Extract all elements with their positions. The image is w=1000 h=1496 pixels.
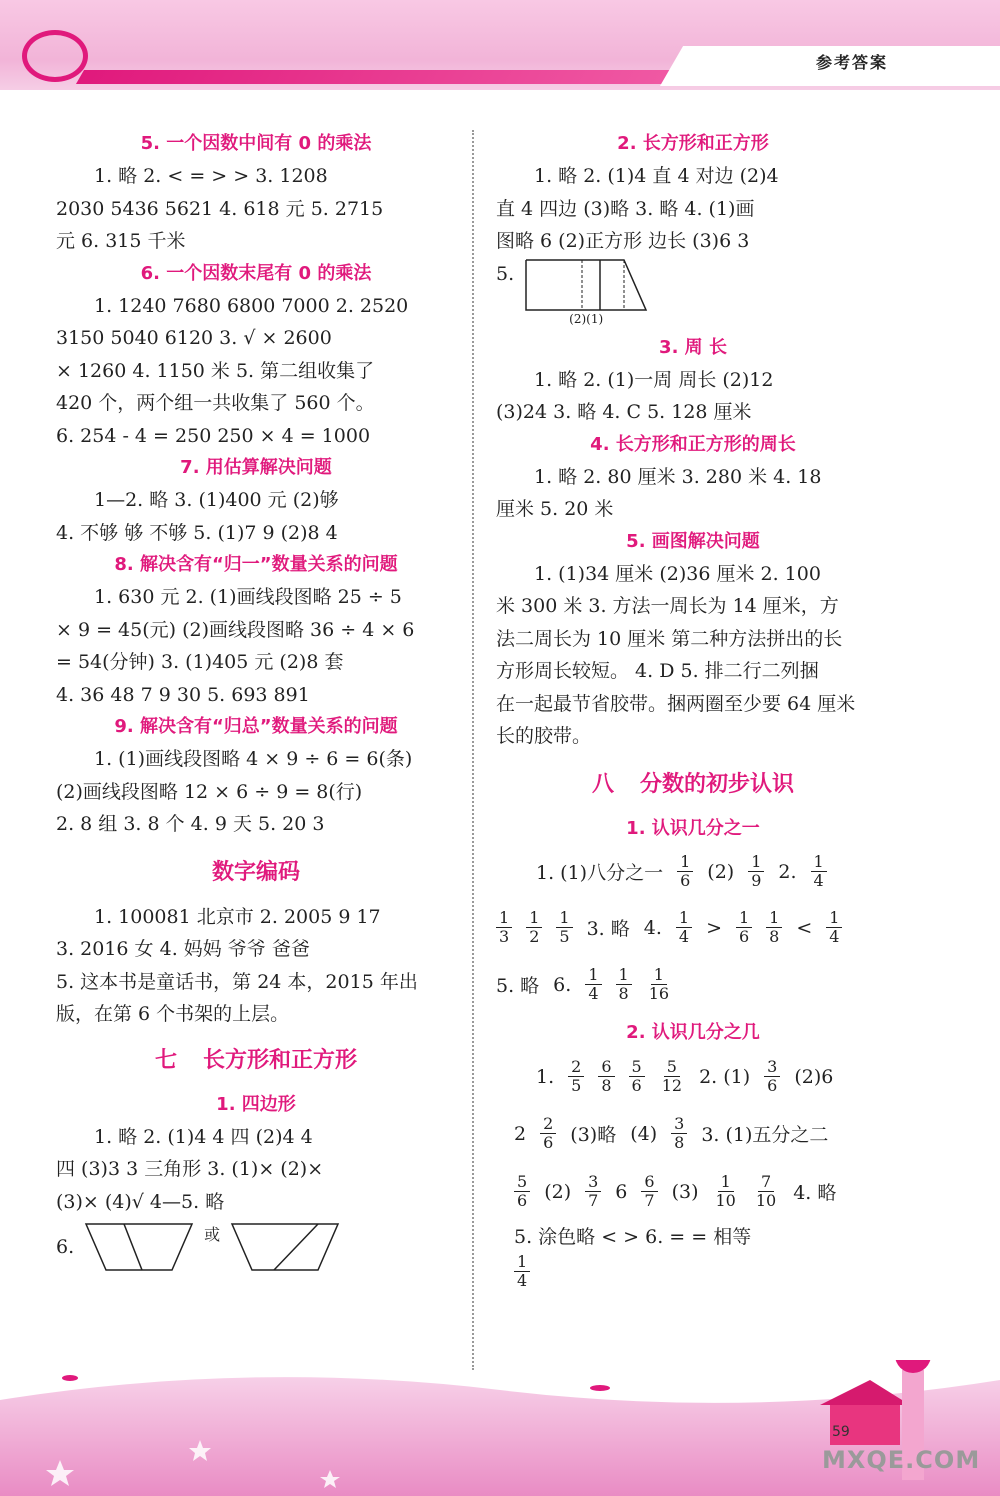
answer-text: 4.	[643, 916, 662, 939]
answer-line: 5. 涂色略 < > 6. = = 相等	[514, 1225, 752, 1248]
answer-line: 6. 254 - 4 = 250 250 × 4 = 1000	[56, 424, 371, 447]
lesson-title: 7. 用估算解决问题	[180, 457, 332, 478]
watermark-text: MXQE.COM	[822, 1446, 981, 1474]
fraction: $\frac{7}{10}$	[755, 1172, 777, 1210]
answer-line: 420 个，两个组一共收集了 560 个。	[56, 392, 375, 414]
answer-row	[496, 899, 890, 957]
fraction: $\frac{5}{6}$	[629, 1058, 645, 1095]
fraction: $\frac{1}{6}$	[677, 853, 693, 890]
answer-line: 1. (1)34 厘米 (2)36 厘米 2. 100	[534, 562, 821, 585]
fraction: $\frac{1}{5}$	[556, 909, 572, 946]
fraction: $\frac{3}{7}$	[585, 1173, 601, 1210]
answer-line: 1. 630 元 2. (1)画线段图略 25 ÷ 5	[94, 586, 402, 608]
answer-text: 2. (1)	[699, 1065, 751, 1088]
answer-text: (3)	[671, 1180, 699, 1203]
fraction: $\frac{1}{6}$	[736, 909, 752, 946]
answer-line: 1. 1240 7680 6800 7000 2. 2520	[94, 294, 409, 317]
answer-line: 四 (3)3 3 三角形 3. (1)× (2)×	[56, 1158, 324, 1180]
fraction: $\frac{1}{4}$	[676, 909, 692, 946]
answer-line: 3150 5040 6120 3. √ × 2600	[56, 327, 332, 349]
lesson-title: 6. 一个因数末尾有 0 的乘法	[140, 262, 372, 284]
lesson-title: 4. 长方形和正方形的周长	[590, 433, 796, 455]
lesson-title: 2. 长方形和正方形	[617, 133, 769, 154]
lesson-title: 5. 一个因数中间有 0 的乘法	[140, 133, 372, 154]
answer-text: 5. 略	[496, 975, 540, 997]
lesson-title: 3. 周 长	[659, 336, 727, 358]
rectangle-trapezoid-drawing	[524, 258, 648, 312]
answer-line: 5. 这本书是童话书，第 24 本，2015 年出	[56, 970, 418, 993]
fraction: $\frac{1}{4}$	[585, 966, 601, 1003]
answer-row	[496, 957, 890, 1013]
answer-line: 3. 2016 女 4. 妈妈 爷爷 爸爸	[56, 938, 310, 960]
answer-text: (4)	[630, 1122, 658, 1145]
comparison-sign: <	[796, 916, 813, 939]
answer-row	[496, 1163, 890, 1221]
header-bar-decoration	[76, 70, 684, 84]
answer-line: 1. (1)画线段图略 4 × 9 ÷ 6 = 6(条)	[94, 748, 413, 770]
answer-text: 6.	[553, 973, 572, 996]
answer-text: 3. (1)五分之二	[701, 1124, 829, 1146]
answer-line: 2030 5436 5621 4. 618 元 5. 2715	[56, 197, 384, 220]
rect-figure	[496, 258, 890, 326]
answer-line: 1. 100081 北京市 2. 2005 9 17	[94, 905, 381, 928]
fraction: $\frac{1}{10}$	[715, 1172, 736, 1210]
answer-line: = 54(分钟) 3. (1)405 元 (2)8 套	[56, 651, 344, 673]
answer-line: 1. 略 2. (1)4 直 4 对边 (2)4	[534, 165, 779, 187]
answer-line: 4. 36 48 7 9 30 5. 693 891	[56, 683, 310, 706]
unit-title	[496, 765, 890, 805]
answer-row	[496, 845, 890, 899]
fraction: $\frac{1}{9}$	[748, 853, 764, 890]
answer-line: (3)× (4)√ 4—5. 略	[56, 1190, 225, 1213]
trapezoid-split-drawing-alt	[230, 1222, 340, 1272]
answer-line: (2)画线段图略 12 × 6 ÷ 9 = 8(行)	[56, 780, 363, 803]
figure-caption: (2)(1)	[569, 311, 604, 326]
answer-line: (3)24 3. 略 4. C 5. 128 厘米	[496, 401, 752, 423]
answer-line: 版，在第 6 个书架的上层。	[56, 1003, 290, 1025]
lesson-title: 5. 画图解决问题	[626, 530, 760, 552]
fraction: $\frac{5}{12}$	[661, 1057, 683, 1095]
answer-text: 3. 略	[586, 918, 630, 940]
answer-line: 1. 略 2. < = > > 3. 1208	[94, 165, 328, 187]
unit-number: 八	[591, 771, 614, 797]
answer-row	[496, 1049, 890, 1105]
answer-line: 4. 不够 够 不够 5. (1)7 9 (2)8 4	[56, 521, 338, 544]
lesson-title: 2. 认识几分之几	[626, 1021, 760, 1043]
unit-name: 分数的初步认识	[640, 771, 795, 797]
right-column	[496, 128, 890, 1290]
fraction: $\frac{1}{8}$	[766, 909, 782, 946]
answer-text: (2)	[544, 1180, 572, 1203]
answer-row	[496, 1105, 890, 1163]
answer-text: 1. (1)八分之一	[536, 862, 664, 884]
answer-line: 2. 8 组 3. 8 个 4. 9 天 5. 20 3	[56, 813, 325, 835]
fraction: $\frac{1}{4}$	[811, 853, 827, 890]
answer-line: 方形周长较短。 4. D 5. 排二行二列捆	[496, 660, 819, 682]
answer-line: 在一起最节省胶带。捆两圈至少要 64 厘米	[496, 692, 856, 715]
fraction: $\frac{1}{4}$	[826, 909, 842, 946]
fraction: $\frac{1}{8}$	[616, 966, 632, 1003]
answer-line: 长的胶带。	[496, 725, 592, 747]
question-number: 5.	[496, 262, 515, 285]
or-label: 或	[204, 1225, 221, 1244]
trapezoid-figure	[56, 1222, 456, 1272]
unit-name: 长方形和正方形	[203, 1047, 358, 1073]
fraction: $\frac{6}{8}$	[598, 1058, 614, 1095]
column-divider	[472, 130, 474, 1370]
answer-line: 1—2. 略 3. (1)400 元 (2)够	[94, 489, 339, 511]
trapezoid-split-drawing	[84, 1222, 194, 1272]
fraction: $\frac{3}{8}$	[671, 1115, 687, 1152]
lesson-title: 1. 认识几分之一	[626, 817, 760, 839]
fraction: $\frac{1}{2}$	[526, 909, 542, 946]
section-title: 数字编码	[211, 859, 300, 885]
fraction: $\frac{3}{6}$	[764, 1058, 780, 1095]
lesson-title: 8. 解决含有“归一”数量关系的问题	[114, 554, 398, 575]
answer-text: 2	[514, 1122, 527, 1145]
answer-line: 厘米 5. 20 米	[496, 498, 614, 520]
answer-text: (2)	[707, 860, 735, 883]
unit-number: 七	[154, 1047, 177, 1073]
answer-line: 直 4 四边 (3)略 3. 略 4. (1)画	[496, 197, 755, 220]
answer-text: (3)略	[570, 1124, 617, 1146]
fraction: $\frac{2}{6}$	[540, 1115, 556, 1152]
fraction: $\frac{6}{7}$	[641, 1173, 657, 1210]
answer-line: 米 300 米 3. 方法一周长为 14 厘米，方	[496, 595, 839, 617]
answer-line: 图略 6 (2)正方形 边长 (3)6 3	[496, 230, 750, 252]
lesson-title: 9. 解决含有“归总”数量关系的问题	[114, 716, 398, 737]
answer-line: 1. 略 2. (1)4 4 四 (2)4 4	[94, 1125, 313, 1148]
answer-line: × 1260 4. 1150 米 5. 第二组收集了	[56, 359, 375, 382]
answer-text: 2.	[778, 860, 797, 883]
answer-text: (2)6	[794, 1065, 834, 1088]
header-ring-decoration	[22, 30, 88, 82]
page-number: 59	[832, 1424, 850, 1440]
fraction: $\frac{1}{3}$	[496, 909, 512, 946]
footer-decoration	[0, 1360, 1000, 1496]
fraction: $\frac{5}{6}$	[514, 1173, 530, 1210]
fraction: $\frac{1}{16}$	[648, 965, 670, 1003]
header-label: 参考答案	[816, 53, 889, 72]
comparison-sign: >	[706, 916, 722, 939]
answer-line: 元 6. 315 千米	[56, 230, 186, 252]
answer-line: 法二周长为 10 厘米 第二种方法拼出的长	[496, 627, 843, 650]
left-column	[56, 128, 456, 1272]
answer-line: × 9 = 45(元) (2)画线段图略 36 ÷ 4 × 6	[56, 618, 415, 641]
answer-text: 6	[615, 1180, 628, 1203]
answer-text: 4. 略	[793, 1182, 837, 1204]
answer-line: 1. 略 2. (1)一周 周长 (2)12	[534, 368, 774, 391]
question-number: 6.	[56, 1235, 75, 1258]
unit-title	[56, 1041, 456, 1081]
answer-line: 1. 略 2. 80 厘米 3. 280 米 4. 18	[534, 465, 822, 488]
answer-text: 1.	[536, 1065, 555, 1088]
fraction: $\frac{1}{4}$	[514, 1253, 530, 1290]
lesson-title: 1. 四边形	[216, 1093, 296, 1115]
fraction: $\frac{2}{5}$	[568, 1058, 584, 1095]
answer-row	[496, 1253, 890, 1290]
